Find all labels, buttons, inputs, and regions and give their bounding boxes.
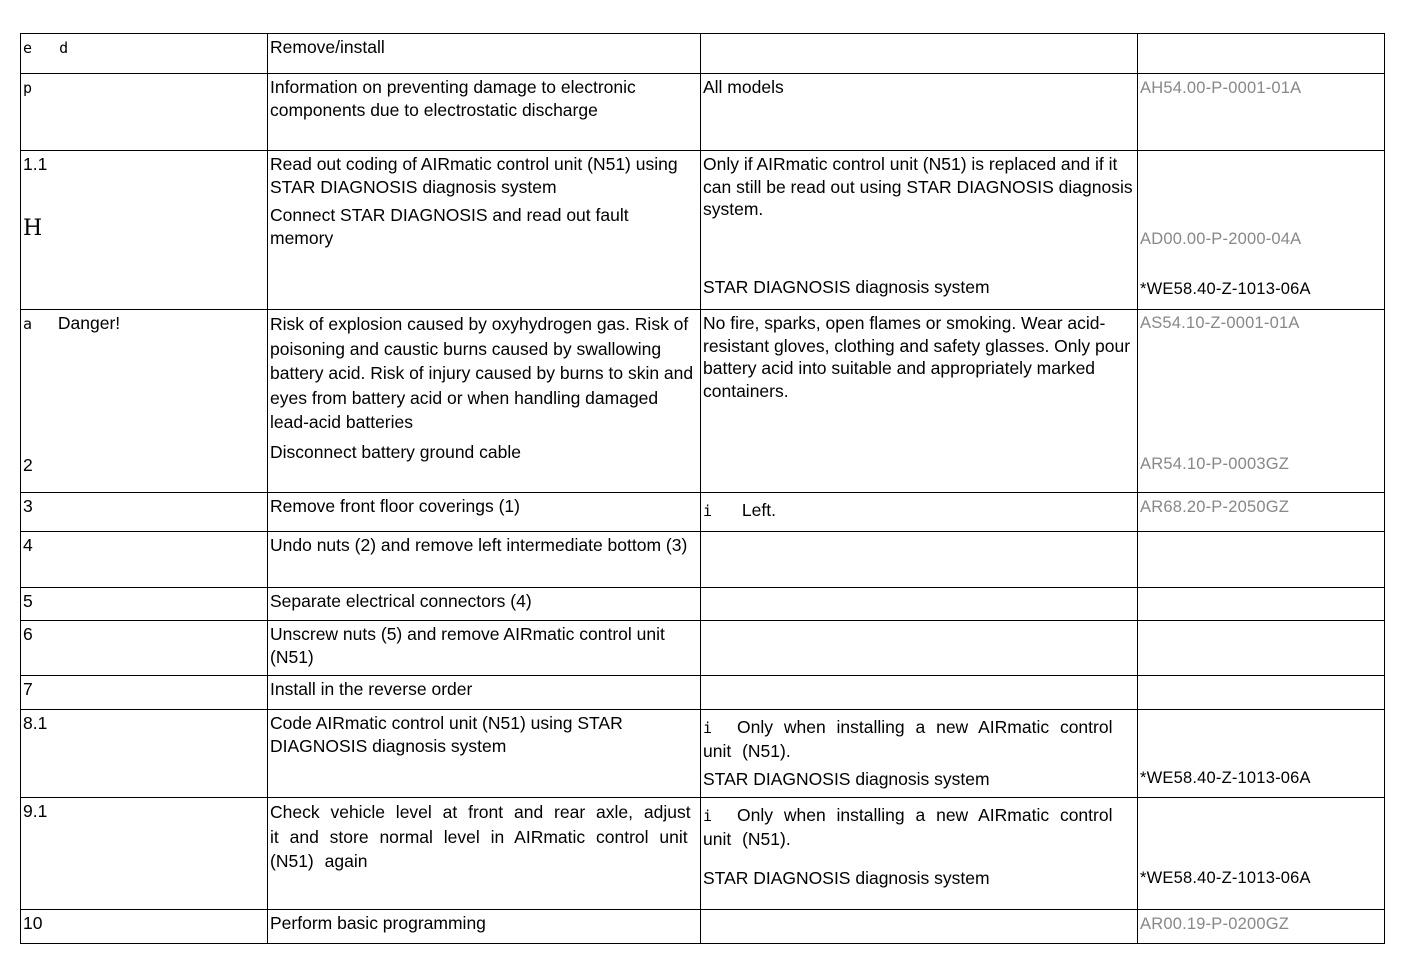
action-text: Separate electrical connectors (4) [270, 591, 532, 611]
step-number: 5 [23, 591, 33, 611]
ref-cell [1138, 676, 1385, 710]
note-cell [701, 74, 1138, 151]
note-cell [701, 676, 1138, 710]
action-cell [268, 532, 701, 588]
action-cell [268, 710, 701, 798]
table-row [21, 588, 1385, 621]
reference-link[interactable]: AR68.20-P-2050GZ [1140, 498, 1290, 516]
action-cell [268, 676, 701, 710]
action-text: Perform basic programming [270, 913, 486, 933]
action-text: Undo nuts (2) and remove left intermediate bottom (3) [270, 535, 688, 555]
table-row [21, 621, 1385, 676]
danger-label: Danger! [57, 313, 121, 333]
step-number: 2 [23, 454, 33, 475]
ref-cell [1138, 493, 1385, 532]
step-number: 3 [23, 496, 33, 516]
danger-text: Risk of explosion caused by oxyhydrogen gas. Risk of poisoning and caustic burns caused by swallowing battery acid. Risk of injury caused by burns to skin and eyes from battery acid or when handling damaged lead-acid batteries [270, 314, 694, 432]
note-text: No fire, sparks, open flames or smoking. Wear acid-resistant gloves, clothing and safety glasses. Only pour battery acid into suitable and appropriately marked containers. [703, 313, 1131, 401]
action-cell [268, 588, 701, 621]
reference-link[interactable]: *WE58.40-Z-1013-06A [1140, 769, 1311, 787]
note-text: Left. [741, 500, 776, 520]
table-row [21, 798, 1385, 910]
ref-cell [1138, 151, 1385, 310]
reference-link[interactable]: AH54.00-P-0001-01A [1140, 79, 1302, 97]
note-cell [701, 493, 1138, 532]
step-cell [21, 910, 268, 944]
action-text: Remove front floor coverings (1) [270, 496, 520, 516]
header-symbol-cell [21, 34, 268, 74]
header-symbols: e d [23, 39, 69, 57]
step-number: 7 [23, 679, 33, 699]
table-row [21, 710, 1385, 798]
danger-icon: a [23, 315, 33, 333]
note-cell [701, 588, 1138, 621]
action-text: Information on preventing damage to electronic components due to electrostatic discharge [270, 77, 636, 120]
step-cell [21, 310, 268, 493]
action-text: Read out coding of AIRmatic control unit (N51) using STAR DIAGNOSIS diagnosis system [270, 154, 678, 197]
header-title: Remove/install [270, 37, 385, 57]
note-text: All models [703, 77, 784, 97]
ref-cell [1138, 74, 1385, 151]
step-cell [21, 621, 268, 676]
step-number: 9.1 [23, 801, 48, 821]
note-cell [701, 532, 1138, 588]
step-cell [21, 151, 268, 310]
procedure-table [20, 33, 1385, 944]
action-text: Install in the reverse order [270, 679, 473, 699]
note-cell [701, 151, 1138, 310]
header-row [21, 34, 1385, 74]
info-icon: i [703, 719, 713, 737]
action-text: Unscrew nuts (5) and remove AIRmatic control unit (N51) [270, 624, 665, 667]
action-cell [268, 798, 701, 910]
header-empty-cell [701, 34, 1138, 74]
note-cell [701, 910, 1138, 944]
step-cell [21, 493, 268, 532]
action-text: Check vehicle level at front and rear axle, adjust it and store normal level in AIRmatic control unit (N51) again [270, 802, 691, 871]
ref-cell [1138, 588, 1385, 621]
step-number: 6 [23, 624, 33, 644]
note-cell [701, 710, 1138, 798]
note-line [703, 716, 1133, 762]
note-text: Only when installing a new AIRmatic control unit (N51). [703, 717, 1113, 761]
step-cell [21, 798, 268, 910]
note-text: Only when installing a new AIRmatic control unit (N51). [703, 805, 1113, 849]
header-title-cell [268, 34, 701, 74]
step-number: 8.1 [23, 713, 48, 733]
ref-cell [1138, 310, 1385, 493]
reference-link[interactable]: AR54.10-P-0003GZ [1140, 454, 1290, 473]
info-icon: i [703, 502, 713, 520]
ref-cell [1138, 532, 1385, 588]
action-cell [268, 151, 701, 310]
reference-link[interactable]: *WE58.40-Z-1013-06A [1140, 869, 1311, 887]
ref-cell [1138, 910, 1385, 944]
table-row [21, 310, 1385, 493]
table-row [21, 493, 1385, 532]
table-row [21, 910, 1385, 944]
reference-link[interactable]: AR00.19-P-0200GZ [1140, 915, 1290, 933]
step-cell [21, 710, 268, 798]
note-line [703, 499, 1133, 523]
danger-label-wrap [23, 312, 263, 336]
step-cell [21, 588, 268, 621]
connect-symbol: H [23, 215, 43, 241]
reference-link[interactable]: AS54.10-Z-0001-01A [1140, 314, 1300, 332]
procedure-document [20, 33, 1384, 944]
ref-cell [1138, 621, 1385, 676]
note-text-secondary: STAR DIAGNOSIS diagnosis system [703, 769, 990, 789]
table-row [21, 532, 1385, 588]
ref-cell [1138, 798, 1385, 910]
note-text: Only if AIRmatic control unit (N51) is replaced and if it can still be read out using STAR DIAGNOSIS diagnosis system. [703, 154, 1133, 219]
step-number: 1.1 [23, 154, 48, 174]
sub-action-text: Connect STAR DIAGNOSIS and read out fault memory [270, 205, 629, 248]
step-number: 10 [23, 913, 43, 933]
action-cell [268, 493, 701, 532]
step-number: 4 [23, 535, 33, 555]
ref-cell [1138, 710, 1385, 798]
sub-action-text: Disconnect battery ground cable [270, 441, 521, 462]
step-cell [21, 676, 268, 710]
note-cell [701, 310, 1138, 493]
note-text-secondary: STAR DIAGNOSIS diagnosis system [703, 868, 990, 888]
header-empty-cell [1138, 34, 1385, 74]
action-cell [268, 74, 701, 151]
note-line [703, 804, 1133, 850]
note-cell [701, 798, 1138, 910]
table-row [21, 74, 1385, 151]
note-text-secondary: STAR DIAGNOSIS diagnosis system [703, 276, 990, 297]
step-symbol: p [23, 79, 33, 97]
action-cell [268, 621, 701, 676]
action-cell [268, 310, 701, 493]
note-cell [701, 621, 1138, 676]
table-row [21, 676, 1385, 710]
info-icon: i [703, 807, 713, 825]
action-text: Code AIRmatic control unit (N51) using STAR DIAGNOSIS diagnosis system [270, 713, 623, 756]
reference-link[interactable]: AD00.00-P-2000-04A [1140, 230, 1302, 248]
reference-link[interactable]: *WE58.40-Z-1013-06A [1140, 279, 1311, 298]
table-row [21, 151, 1385, 310]
step-cell [21, 532, 268, 588]
action-cell [268, 910, 701, 944]
step-cell [21, 74, 268, 151]
